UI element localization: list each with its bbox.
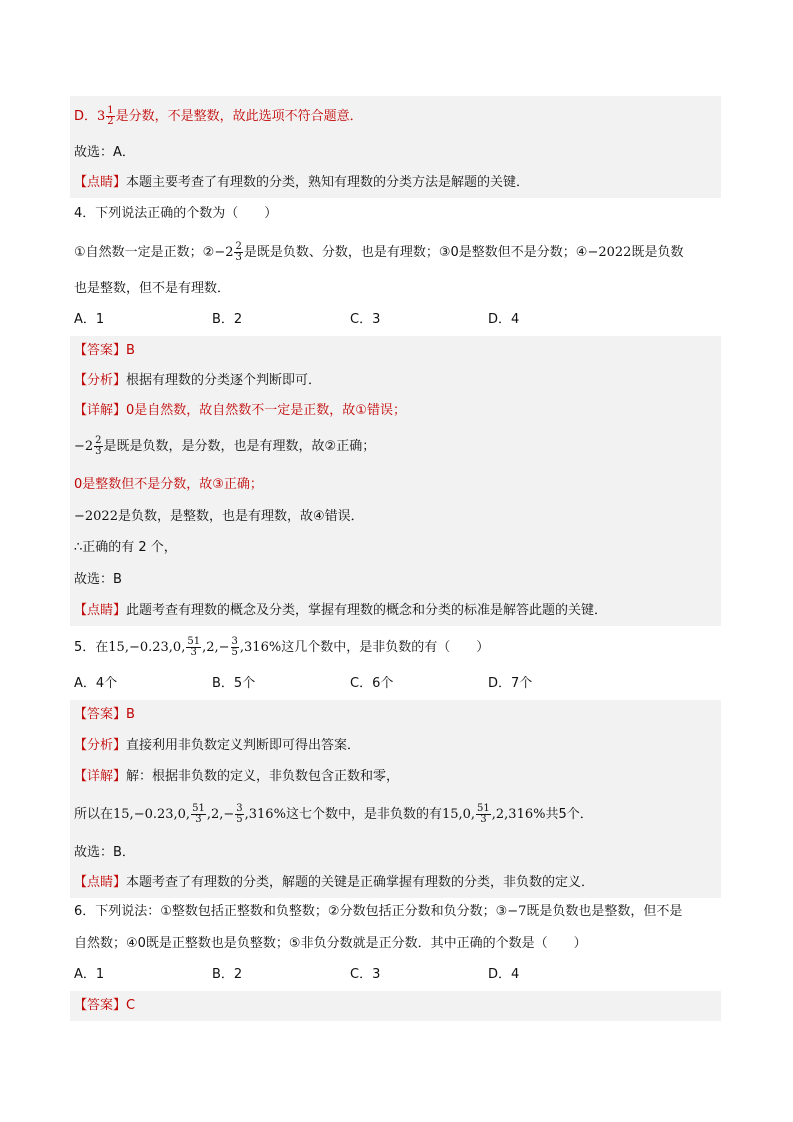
q4-statements-line2: 也是整数，但不是有理数． <box>74 281 231 296</box>
q6-option-d: D．4 <box>488 967 520 982</box>
q5-select-line: 故选：B． <box>70 838 721 868</box>
q5-answer: 【答案】B <box>70 700 721 730</box>
fraction: $\frac{2}{3}$ <box>95 435 102 457</box>
q6-option-a: A．1 <box>74 967 105 982</box>
q4-point-line: 【点睛】此题考查有理数的概念及分类，掌握有理数的概念和分类的标准是解答此题的关键． <box>70 596 721 626</box>
q5-option-c: C．6个 <box>350 676 394 691</box>
q4-answer: 【答案】B <box>70 336 721 366</box>
q3-select-line: 故选：A． <box>70 138 721 168</box>
q4-analysis: 【分析】根据有理数的分类逐个判断即可． <box>70 366 721 396</box>
q4-option-d: D．4 <box>488 312 520 327</box>
q3-option-d-analysis: D．3 $\frac{1}{2}$ 是分数，不是整数，故此选项不符合题意． <box>70 96 721 138</box>
fraction: $\frac{3}{5}$ <box>231 636 238 658</box>
q4-stem: 4．下列说法正确的个数为（ ） <box>74 206 278 221</box>
q5-options <box>70 675 721 695</box>
q4-option-b: B．2 <box>212 312 243 327</box>
fraction: $\frac{2}{3}$ <box>235 241 242 263</box>
fraction: $\frac{51}{3}$ <box>187 636 201 658</box>
q4-option-c: C．3 <box>350 312 381 327</box>
q6-option-c: C．3 <box>350 967 381 982</box>
q5-point-line: 【点睛】本题考查了有理数的分类，解题的关键是正确掌握有理数的分类，非负数的定义． <box>70 868 721 898</box>
q6-answer: 【答案】C <box>70 991 721 1021</box>
q5-option-b: B．5个 <box>212 676 256 691</box>
fraction: $\frac{3}{5}$ <box>236 803 243 825</box>
q6-stem-line2: 自然数；④0既是正整数也是负整数；⑤非负分数就是正分数．其中正确的个数是（ ） <box>74 936 587 951</box>
q4-detail-2: −2 $\frac{2}{3}$ 是既是负数，是分数，也是有理数，故②正确； <box>70 426 721 468</box>
fraction: $\frac{51}{3}$ <box>477 803 490 825</box>
q5-option-d: D．7个 <box>488 676 533 691</box>
q4-option-a: A．1 <box>74 312 105 327</box>
q4-detail-1: 【详解】0是自然数，故自然数不一定是正数，故①错误； <box>70 396 721 426</box>
q3-point-line: 【点睛】本题主要考查了有理数的分类，熟知有理数的分类方法是解题的关键． <box>70 168 721 198</box>
q6-stem-line1: 6．下列说法：①整数包括正整数和负整数；②分数包括正分数和负分数；③−7既是负数也是整数，但不是 <box>74 904 683 919</box>
q4-options <box>70 311 721 331</box>
q5-analysis: 【分析】直接利用非负数定义判断即可得出答案． <box>70 730 721 762</box>
q5-detail-2: 所以在15,−0.23,0, $\frac{51}{3}$ ,2,− $\frac{3}{5}$ ,316%这七个数中，是非负数的有15,0, $\frac{51}{3}$ ,2,316%共5个． <box>70 792 721 838</box>
q5-option-a: A．4个 <box>74 676 118 691</box>
q6-option-b: B．2 <box>212 967 243 982</box>
fraction: $\frac{1}{2}$ <box>107 105 114 127</box>
q5-stem: 5．在15,−0.23,0, $\frac{51}{3}$ ,2,− $\frac{3}{5}$ ,316%这几个数中，是非负数的有（ ） <box>74 636 490 658</box>
q4-detail-5: ∴正确的有 2 个， <box>70 532 721 564</box>
q4-detail-4: −2022是负数，是整数，也是有理数，故④错误． <box>70 502 721 532</box>
fraction: $\frac{51}{3}$ <box>192 803 205 825</box>
q4-select-line: 故选：B <box>70 564 721 596</box>
q4-statements-line1: ①自然数一定是正数；②−2 $\frac{2}{3}$ 是既是负数、分数，也是有理数；③0是整数但不是分数；④−2022既是负数 <box>74 241 684 263</box>
q5-detail-1: 【详解】解：根据非负数的定义，非负数包含正数和零， <box>70 762 721 792</box>
q6-options <box>70 966 721 986</box>
q4-detail-3: 0是整数但不是分数，故③正确； <box>70 468 721 502</box>
